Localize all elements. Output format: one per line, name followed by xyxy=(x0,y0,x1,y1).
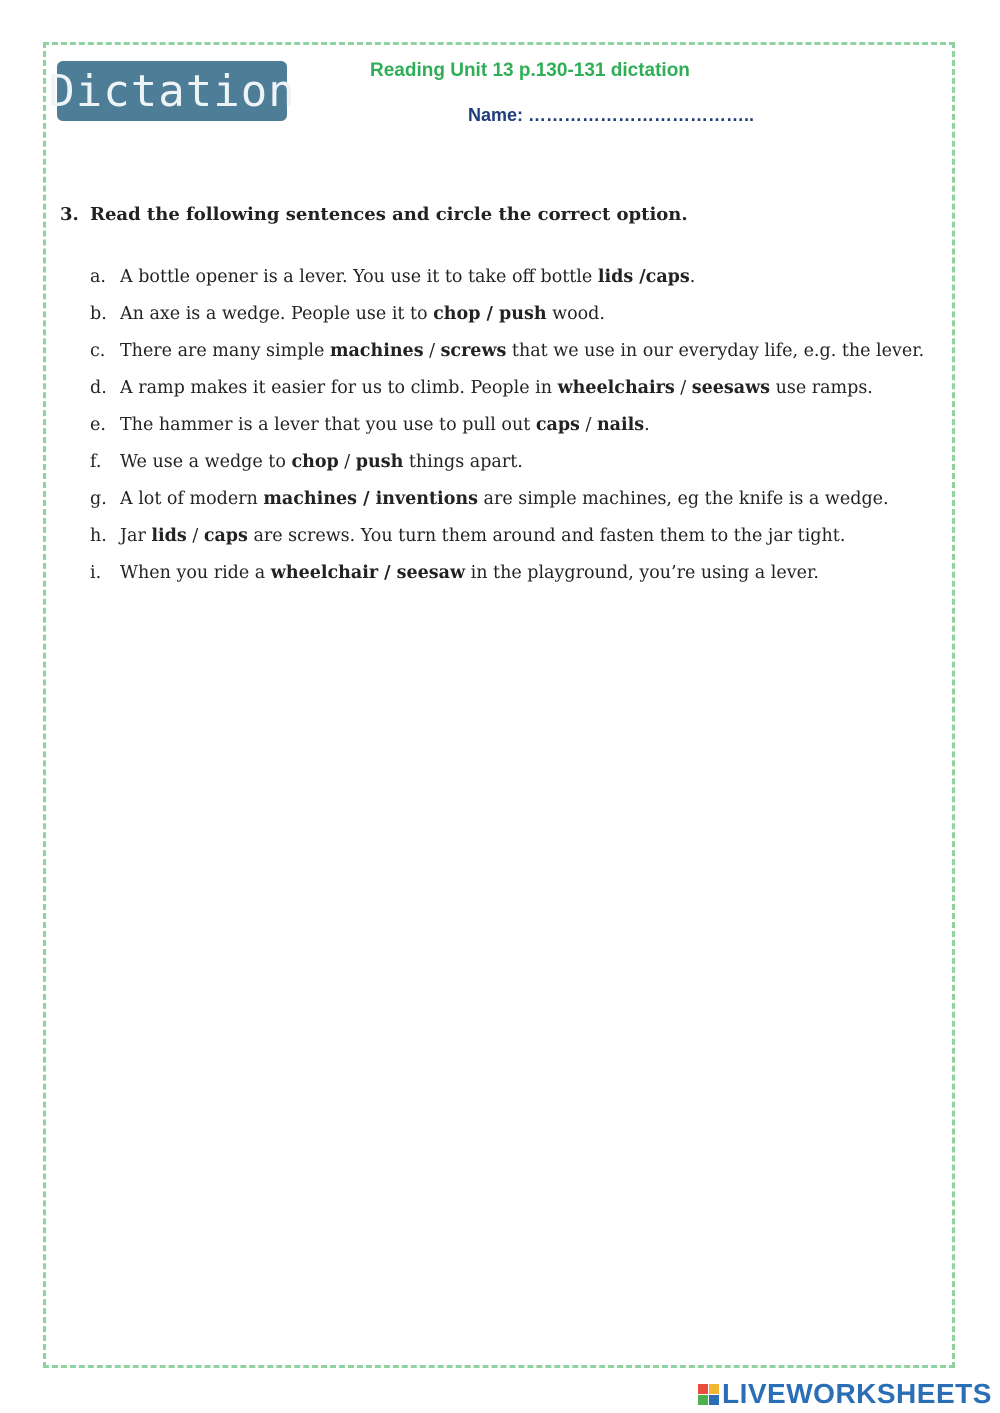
liveworksheets-brand: LIVEWORKSHEETS xyxy=(722,1378,992,1409)
item-letter: a. xyxy=(90,267,106,287)
list-item xyxy=(90,447,930,484)
answer-option[interactable]: machines / inventions xyxy=(263,489,478,509)
item-text: A bottle opener is a lever. You use it to take off bottle lids /caps. xyxy=(120,267,696,287)
icon-square-blue xyxy=(709,1395,719,1405)
item-text: There are many simple machines / screws that we use in our everyday life, e.g. the lever. xyxy=(120,341,925,361)
list-item xyxy=(90,299,930,336)
list-item xyxy=(90,262,930,299)
item-letter: e. xyxy=(90,415,106,435)
item-letter: f. xyxy=(90,452,102,472)
answer-option[interactable]: lids /caps xyxy=(597,267,690,287)
item-letter: h. xyxy=(90,526,107,546)
dictation-logo xyxy=(48,61,296,121)
item-text: A ramp makes it easier for us to climb. People in wheelchairs / seesaws use ramps. xyxy=(120,378,873,398)
list-item xyxy=(90,336,930,373)
answer-option[interactable]: push xyxy=(355,452,404,472)
icon-square-green xyxy=(698,1395,708,1405)
item-letter: i. xyxy=(90,563,102,583)
answer-option[interactable]: chop xyxy=(291,452,339,472)
item-letter: b. xyxy=(90,304,107,324)
icon-square-red xyxy=(698,1384,708,1394)
answer-option[interactable]: caps xyxy=(535,415,580,435)
list-item xyxy=(90,521,930,558)
answer-option[interactable]: wheelchairs xyxy=(557,378,675,398)
item-letter: g. xyxy=(90,489,107,509)
answer-option[interactable]: nails xyxy=(596,415,645,435)
question-number: 3. xyxy=(60,204,79,225)
item-text: When you ride a wheelchair / seesaw in the playground, you’re using a lever. xyxy=(120,563,819,583)
icon-square-yellow xyxy=(709,1384,719,1394)
answer-option[interactable]: wheelchair / seesaw xyxy=(270,563,466,583)
page-border xyxy=(43,42,955,1368)
name-field[interactable]: Name: ……………………………….. xyxy=(468,105,755,125)
item-text: A lot of modern machines / inventions are simple machines, eg the knife is a wedge. xyxy=(120,489,889,509)
list-item xyxy=(90,484,930,521)
item-text: The hammer is a lever that you use to pull out caps / nails. xyxy=(120,415,650,435)
liveworksheets-logo[interactable] xyxy=(698,1378,992,1410)
question-heading xyxy=(60,204,688,225)
item-text: An axe is a wedge. People use it to chop / push wood. xyxy=(120,304,605,324)
item-text: We use a wedge to chop / push things apart. xyxy=(120,452,523,472)
sentence-list xyxy=(90,262,930,595)
list-item xyxy=(90,373,930,410)
dictation-logo-text: Dictation xyxy=(48,65,296,117)
liveworksheets-icon xyxy=(698,1384,719,1405)
answer-option[interactable]: seesaws xyxy=(691,378,770,398)
worksheet-title: Reading Unit 13 p.130-131 dictation xyxy=(370,60,690,81)
answer-option[interactable]: screws xyxy=(440,341,507,361)
item-letter: d. xyxy=(90,378,107,398)
item-text: Jar lids / caps are screws. You turn them around and fasten them to the jar tight. xyxy=(120,526,846,546)
list-item xyxy=(90,558,930,595)
item-letter: c. xyxy=(90,341,106,361)
question-instruction: Read the following sentences and circle the correct option. xyxy=(90,204,688,225)
answer-option[interactable]: caps xyxy=(203,526,248,546)
answer-option[interactable]: chop / push xyxy=(433,304,547,324)
answer-option[interactable]: lids xyxy=(151,526,187,546)
list-item xyxy=(90,410,930,447)
answer-option[interactable]: machines xyxy=(329,341,424,361)
